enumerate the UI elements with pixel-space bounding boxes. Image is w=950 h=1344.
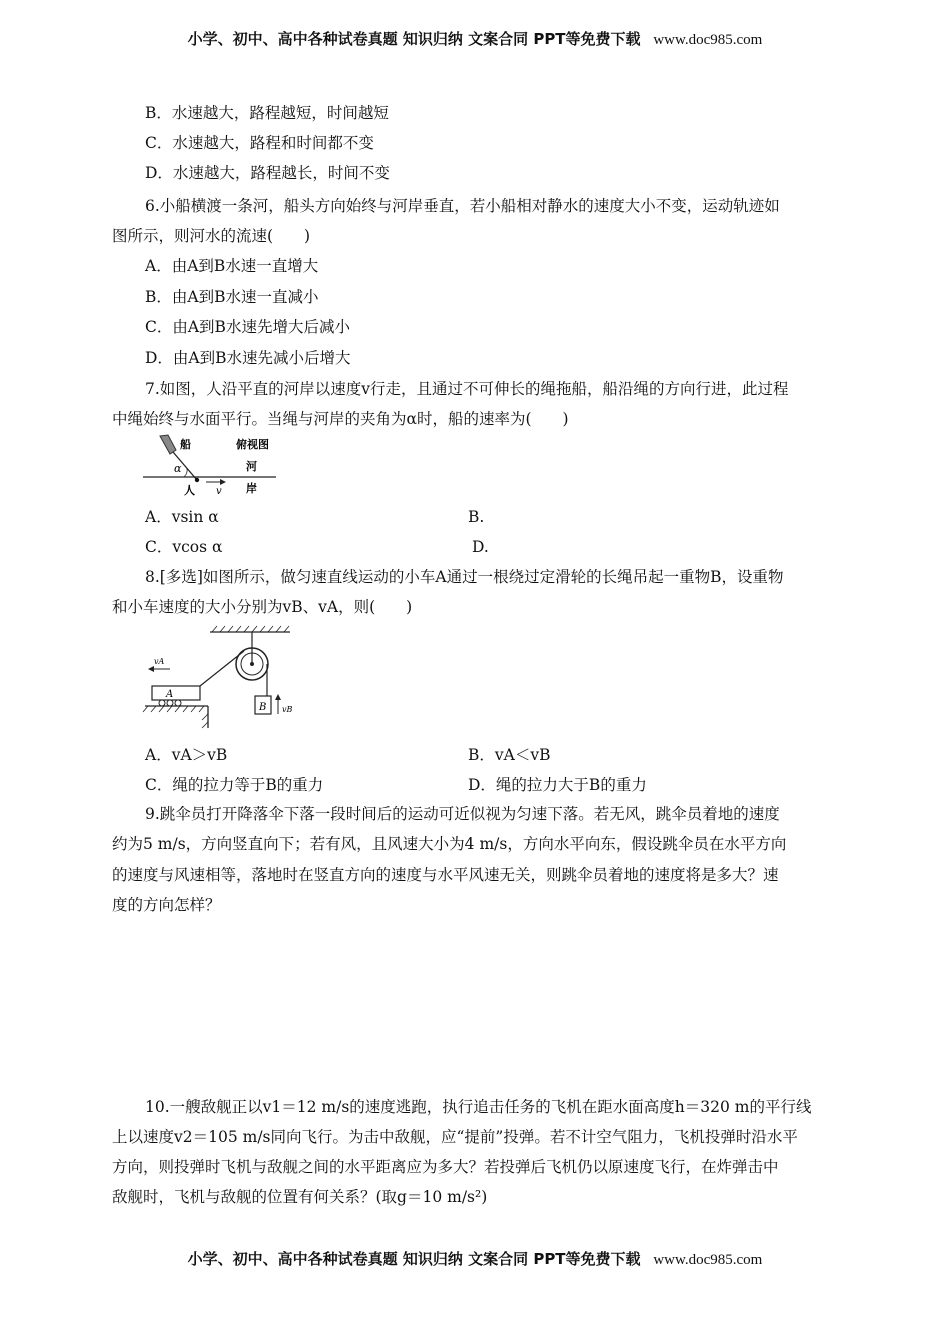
vb-arrowhead: [275, 694, 281, 700]
ground-hatch: [143, 706, 208, 728]
person-label: 人: [184, 484, 195, 497]
q6-stem-line2: 图所示，则河水的流速( ): [112, 227, 311, 245]
alpha-label: α: [174, 462, 182, 475]
velocity-arrowhead: [220, 479, 226, 485]
footer-url[interactable]: www.doc985.com: [653, 1252, 763, 1268]
q8-option-a: A．vA＞vB: [145, 746, 228, 764]
q6-option-b: B．由A到B水速一直减小: [145, 288, 319, 306]
q10-stem-line2: 上以速度v2＝105 m/s同向飞行。为击中敌舰，应“提前”投弹。若不计空气阻力，飞机投弹时沿水平: [112, 1128, 798, 1146]
q10-stem-line3: 方向，则投弹时飞机与敌舰之间的水平距离应为多大？若投弹后飞机仍以原速度飞行，在炸弹击中: [112, 1158, 779, 1176]
boat-icon: [160, 435, 176, 454]
weight-label: B: [259, 702, 267, 713]
ceiling-hatch: [212, 626, 289, 632]
vb-label: vB: [282, 705, 293, 714]
q5-option-d: D．水速越大，路程越长，时间不变: [145, 164, 390, 182]
q7-figure: [140, 432, 280, 498]
footer-text: 小学、初中、高中各种试卷真题 知识归纳 文案合同 PPT等免费下载: [187, 1250, 641, 1268]
cart-label: A: [166, 689, 174, 700]
cart-body: [152, 686, 200, 700]
q8-option-c: C．绳的拉力等于B的重力: [145, 776, 324, 794]
header-text: 小学、初中、高中各种试卷真题 知识归纳 文案合同 PPT等免费下载: [187, 30, 641, 48]
q5-option-b: B．水速越大，路程越短，时间越短: [145, 104, 389, 122]
cart-wheel-right: [175, 700, 181, 706]
q6-option-a: A．由A到B水速一直增大: [145, 257, 319, 275]
bank-label: 岸: [246, 482, 257, 495]
view-label: 俯视图: [236, 438, 269, 451]
q9-stem-line3: 的速度与风速相等，落地时在竖直方向的速度与水平风速无关，则跳伞员着地的速度将是多大？速: [112, 866, 779, 884]
cart-wheel-left: [159, 700, 165, 706]
q10-stem-line1: 10.一艘敌舰正以v1＝12 m/s的速度逃跑，执行追击任务的飞机在距水面高度h＝320 m的平行线: [145, 1098, 812, 1116]
q7-option-a: A．vsin α: [145, 508, 219, 526]
river-label: 河: [246, 460, 257, 473]
angle-arc: [184, 468, 187, 477]
q6-option-c: C．由A到B水速先增大后减小: [145, 318, 350, 336]
q9-stem-line4: 度的方向怎样？: [112, 896, 221, 914]
q8-stem-line1: 8.[多选]如图所示，做匀速直线运动的小车A通过一根绕过定滑轮的长绳吊起一重物B，设重物: [145, 568, 784, 586]
v-label: v: [216, 486, 222, 497]
q9-stem-line2: 约为5 m/s，方向竖直向下；若有风，且风速大小为4 m/s，方向水平向东，假设跳伞员在水平方向: [112, 835, 787, 853]
q8-option-b: B．vA＜vB: [468, 746, 551, 764]
va-label: vA: [154, 657, 165, 666]
pulley-axle: [250, 662, 254, 666]
cart-wheel-mid: [167, 700, 173, 706]
page-header: [0, 28, 950, 49]
boat-label: 船: [180, 438, 191, 451]
q7-option-c: C．vcos α: [145, 538, 223, 556]
person-dot: [195, 478, 199, 482]
q7-stem-line1: 7.如图，人沿平直的河岸以速度v行走，且通过不可伸长的绳拖船，船沿绳的方向行进，此过程: [145, 380, 789, 398]
q6-option-d: D．由A到B水速先减小后增大: [145, 349, 351, 367]
q8-option-d: D．绳的拉力大于B的重力: [468, 776, 647, 794]
va-arrowhead: [148, 666, 154, 672]
header-url[interactable]: www.doc985.com: [653, 32, 763, 48]
q8-figure: [140, 624, 300, 730]
q6-stem-line1: 6.小船横渡一条河，船头方向始终与河岸垂直，若小船相对静水的速度大小不变，运动轨迹如: [145, 197, 780, 215]
q8-stem-line2: 和小车速度的大小分别为vB、vA，则( ): [112, 598, 413, 616]
page-footer: [0, 1248, 950, 1269]
q7-stem-line2: 中绳始终与水面平行。当绳与河岸的夹角为α时，船的速率为( ): [112, 410, 569, 428]
q10-stem-line4: 敌舰时，飞机与敌舰的位置有何关系？(取g＝10 m/s²): [112, 1188, 488, 1206]
q7-option-b: B.: [468, 508, 485, 526]
q7-option-d: D.: [472, 538, 489, 556]
q9-stem-line1: 9.跳伞员打开降落伞下落一段时间后的运动可近似视为匀速下落。若无风，跳伞员着地的速度: [145, 805, 780, 823]
q5-option-c: C．水速越大，路程和时间都不变: [145, 134, 374, 152]
